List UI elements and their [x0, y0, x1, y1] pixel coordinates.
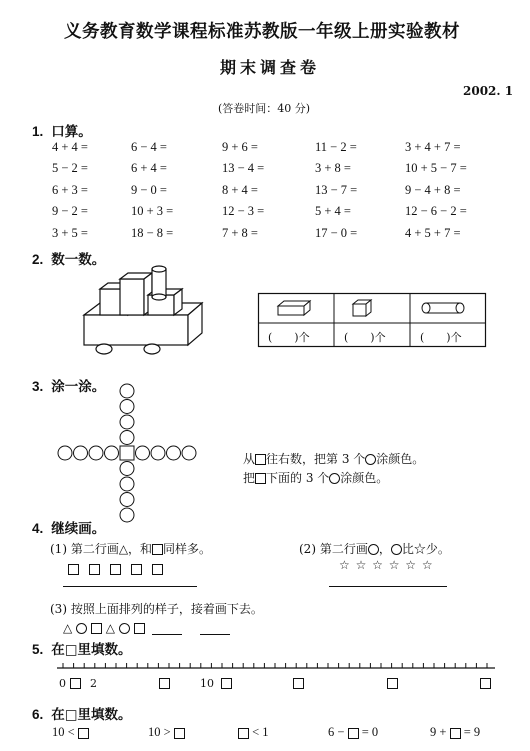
- math-problem[interactable]: 13 − 4 =: [222, 161, 265, 175]
- square-icon: [255, 454, 266, 465]
- circle-icon: [365, 454, 376, 465]
- number-line-blank[interactable]: [221, 678, 232, 689]
- square-icon: [134, 623, 145, 634]
- cross-center-square: [120, 446, 134, 460]
- count-cell-cylinder[interactable]: ( )个: [420, 331, 462, 344]
- item-text: < 1: [252, 725, 269, 739]
- draw-prompt-1: [50, 540, 211, 557]
- number-line-blank[interactable]: [387, 678, 398, 689]
- number-line-blank[interactable]: [480, 678, 491, 689]
- cross-circle[interactable]: [136, 446, 150, 460]
- math-problem[interactable]: 12 − 6 − 2 =: [405, 204, 467, 218]
- math-problem[interactable]: 4 + 5 + 7 =: [405, 226, 461, 240]
- square-icon: [89, 564, 100, 575]
- cross-circle[interactable]: [182, 446, 196, 460]
- answer-line-2[interactable]: [329, 586, 447, 587]
- circle-icon: [329, 473, 340, 484]
- math-problem[interactable]: 10 + 3 =: [131, 204, 174, 218]
- math-problem[interactable]: 13 − 7 =: [315, 183, 358, 197]
- cross-circle[interactable]: [120, 477, 134, 491]
- count-cell-cuboid[interactable]: ( )个: [268, 331, 310, 344]
- cross-circle[interactable]: [120, 493, 134, 507]
- section-title: 在□里填数。: [51, 642, 132, 658]
- math-problem[interactable]: 6 − 4 =: [131, 140, 167, 154]
- number-line-label-10: 10: [200, 677, 214, 690]
- square-icon: [152, 564, 163, 575]
- prompt-text: (2) 第二行画: [299, 542, 368, 556]
- math-problem[interactable]: 18 − 8 =: [131, 226, 174, 240]
- square-row: [68, 559, 163, 578]
- instr-text: 下面的 3 个: [266, 471, 330, 485]
- math-problem[interactable]: 7 + 8 =: [222, 226, 258, 240]
- math-problem[interactable]: 6 + 3 =: [52, 183, 88, 197]
- number-line: [57, 660, 497, 690]
- pattern-blank[interactable]: [200, 622, 230, 635]
- coloring-instruction-1: [243, 450, 424, 467]
- section-6-heading: [32, 703, 132, 723]
- cross-circle[interactable]: [120, 384, 134, 398]
- section-1-heading: [32, 120, 92, 140]
- number-line-blank[interactable]: [70, 678, 81, 689]
- document-title: 义务教育数学课程标准苏教版一年级上册实验教材: [64, 22, 460, 42]
- section-number: 3.: [32, 379, 44, 394]
- item-text: 10 <: [52, 725, 75, 739]
- section-number: 4.: [32, 521, 44, 536]
- answer-box[interactable]: [238, 728, 249, 739]
- section-number: 2.: [32, 252, 44, 267]
- item-text: = 0: [361, 725, 379, 739]
- instr-text: 把: [243, 471, 256, 485]
- number-line-label-0: 0: [59, 677, 66, 690]
- math-problem[interactable]: 3 + 5 =: [52, 226, 88, 240]
- math-problem[interactable]: 3 + 8 =: [315, 161, 351, 175]
- cross-circle[interactable]: [167, 446, 181, 460]
- section-title: 继续画。: [51, 521, 106, 537]
- prompt-text: ，: [378, 542, 391, 556]
- triangle-icon: △: [105, 621, 115, 635]
- cross-circle[interactable]: [58, 446, 72, 460]
- cross-circle[interactable]: [120, 415, 134, 429]
- math-problem[interactable]: 8 + 4 =: [222, 183, 258, 197]
- math-problem[interactable]: 9 − 0 =: [131, 183, 167, 197]
- cross-circle[interactable]: [151, 446, 165, 460]
- star-row: ☆ ☆ ☆ ☆ ☆ ☆: [339, 558, 434, 572]
- triangle-icon: △: [63, 621, 73, 635]
- fill-item-1: [52, 725, 89, 740]
- cross-circle[interactable]: [120, 462, 134, 476]
- cross-circle[interactable]: [120, 508, 134, 522]
- math-problem[interactable]: 9 − 4 + 8 =: [405, 183, 461, 197]
- answer-box[interactable]: [348, 728, 359, 739]
- math-problem[interactable]: 10 + 5 − 7 =: [405, 161, 467, 175]
- square-icon: [131, 564, 142, 575]
- square-icon: [152, 544, 163, 555]
- math-problem[interactable]: 3 + 4 + 7 =: [405, 140, 461, 154]
- section-number: 5.: [32, 642, 44, 657]
- cross-circle[interactable]: [74, 446, 88, 460]
- instr-text: 涂颜色。: [340, 471, 389, 485]
- circle-icon: [368, 544, 379, 555]
- draw-prompt-2: [299, 540, 450, 557]
- math-problem[interactable]: 9 + 6 =: [222, 140, 258, 154]
- instr-text: 涂颜色。: [376, 452, 425, 466]
- section-5-heading: [32, 638, 132, 658]
- pattern-row: [63, 621, 230, 635]
- answer-box[interactable]: [450, 728, 461, 739]
- math-problem[interactable]: 5 − 2 =: [52, 161, 88, 175]
- document-subtitle: 期末调查卷: [220, 58, 321, 77]
- math-problem[interactable]: 9 − 2 =: [52, 204, 88, 218]
- circle-icon: [119, 623, 130, 634]
- section-3-heading: [32, 375, 105, 395]
- square-icon: [255, 473, 266, 484]
- instr-text: 往右数，把第 3 个: [266, 452, 366, 466]
- math-problem[interactable]: 6 + 4 =: [131, 161, 167, 175]
- cross-circle[interactable]: [120, 400, 134, 414]
- block-cart-illustration: [78, 265, 208, 360]
- section-title: 口算。: [51, 124, 92, 140]
- math-problem[interactable]: 11 − 2 =: [315, 140, 357, 154]
- section-number: 6.: [32, 707, 44, 722]
- square-icon: [110, 564, 121, 575]
- fill-item-2: [148, 725, 185, 740]
- math-problem[interactable]: 17 − 0 =: [315, 226, 358, 240]
- prompt-text: 比☆少。: [401, 542, 450, 556]
- fill-item-3: [238, 725, 269, 740]
- section-title: 数一数。: [51, 252, 106, 268]
- answer-box[interactable]: [78, 728, 89, 739]
- coloring-instruction-2: [243, 469, 388, 486]
- document-date: 2002. 1: [463, 84, 514, 98]
- prompt-text: (1) 第二行画△，和: [50, 542, 153, 556]
- section-title: 涂一涂。: [51, 379, 106, 395]
- circle-icon: [391, 544, 402, 555]
- math-problem[interactable]: 4 + 4 =: [52, 140, 88, 154]
- draw-prompt-3: (3) 按照上面排列的样子，接着画下去。: [50, 602, 263, 616]
- cross-circle[interactable]: [105, 446, 119, 460]
- time-note: (答卷时间：40 分): [218, 102, 311, 115]
- number-line-blank[interactable]: [159, 678, 170, 689]
- item-text: 6 −: [328, 725, 345, 739]
- pattern-blank[interactable]: [152, 622, 182, 635]
- square-icon: [68, 564, 79, 575]
- item-text: = 9: [463, 725, 481, 739]
- fill-item-4: [328, 725, 378, 740]
- cross-circle[interactable]: [89, 446, 103, 460]
- prompt-text: 同样多。: [163, 542, 212, 556]
- cross-circle[interactable]: [120, 431, 134, 445]
- number-line-blank[interactable]: [293, 678, 304, 689]
- count-cell-cube[interactable]: ( )个: [344, 331, 386, 344]
- circle-icon: [76, 623, 87, 634]
- section-4-heading: [32, 517, 105, 537]
- instr-text: 从: [243, 452, 256, 466]
- math-problem[interactable]: 5 + 4 =: [315, 204, 351, 218]
- circle-cross-figure: [52, 397, 212, 517]
- math-problem[interactable]: 12 − 3 =: [222, 204, 265, 218]
- fill-item-5: [430, 725, 480, 740]
- item-text: 9 +: [430, 725, 447, 739]
- number-line-label-2: 2: [90, 677, 97, 690]
- answer-box[interactable]: [174, 728, 185, 739]
- section-title: 在□里填数。: [51, 707, 132, 723]
- square-icon: [91, 623, 102, 634]
- section-number: 1.: [32, 124, 44, 139]
- answer-line-1[interactable]: [63, 586, 197, 587]
- item-text: 10 >: [148, 725, 171, 739]
